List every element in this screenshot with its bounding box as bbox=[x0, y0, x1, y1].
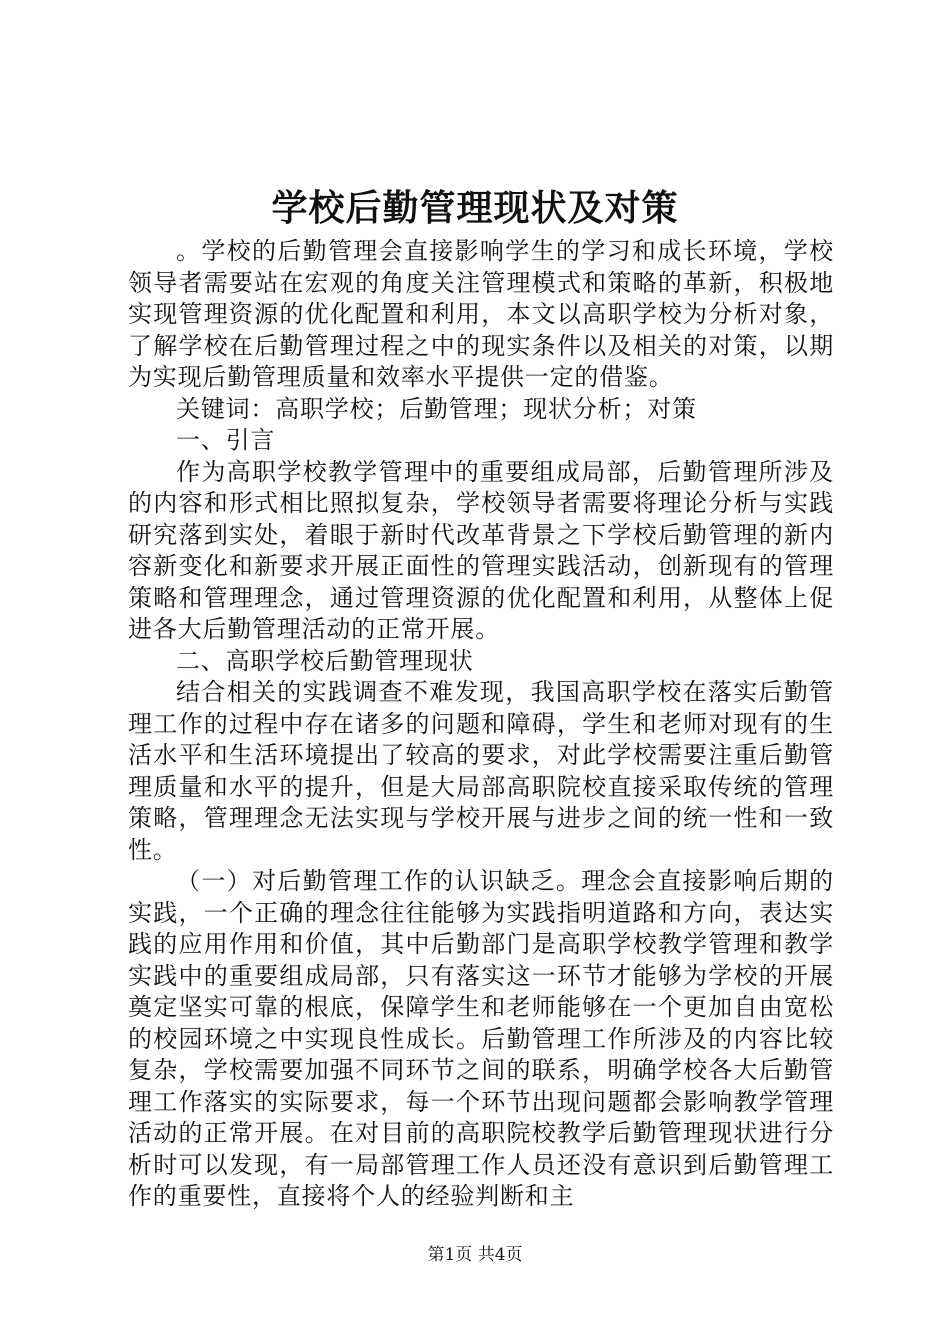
status-paragraph: 结合相关的实践调查不难发现，我国高职学校在落实后勤管理工作的过程中存在诸多的问题和障碍，学生和老师对现有的生活水平和生活环境提出了较高的要求，对此学校需要注重后勤管理质量和水平的提升，但是大局部高职院校直接采取传统的管理策略，管理理念无法实现与学校开展与进步之间的统一性和一致性。 bbox=[128, 678, 834, 864]
document-body bbox=[128, 236, 834, 1213]
page-footer: 第1页 共4页 bbox=[427, 1245, 523, 1265]
keywords-line: 关键词：高职学校；后勤管理；现状分析；对策 bbox=[176, 394, 697, 423]
abstract-paragraph: 。学校的后勤管理会直接影响学生的学习和成长环境，学校领导者需要站在宏观的角度关注管理模式和策略的革新，积极地实现管理资源的优化配置和利用，本文以高职学校为分析对象，了解学校在后勤管理过程之中的现实条件以及相关的对策，以期为实现后勤管理质量和效率水平提供一定的借鉴。 bbox=[128, 237, 834, 391]
document-title: 学校后勤管理现状及对策 bbox=[271, 187, 679, 229]
introduction-paragraph: 作为高职学校教学管理中的重要组成局部，后勤管理所涉及的内容和形式相比照拟复杂，学校领导者需要将理论分析与实践研究落到实处，着眼于新时代改革背景之下学校后勤管理的新内容新变化和新要求开展正面性的管理实践活动，创新现有的管理策略和管理理念，通过管理资源的优化配置和利用，从整体上促进各大后勤管理活动的正常开展。 bbox=[128, 457, 834, 643]
subsection-paragraph-1: （一）对后勤管理工作的认识缺乏。理念会直接影响后期的实践，一个正确的理念往往能够为实践指明道路和方向，表达实践的应用作用和价值，其中后勤部门是高职学校教学管理和教学实践中的重要组成局部，只有落实这一环节才能够为学校的开展奠定坚实可靠的根底，保障学生和老师能够在一个更加自由宽松的校园环境之中实现良性成长。后勤管理工作所涉及的内容比较复杂，学校需要加强不同环节之间的联系，明确学校各大后勤管理工作落实的实际要求，每一个环节出现问题都会影响教学管理活动的正常开展。在对目前的高职院校教学后勤管理现状进行分析时可以发现，有一局部管理工作人员还没有意识到后勤管理工作的重要性，直接将个人的经验判断和主 bbox=[128, 867, 834, 1210]
section-heading-introduction: 一、引言 bbox=[176, 426, 276, 454]
section-heading-status: 二、高职学校后勤管理现状 bbox=[176, 646, 474, 675]
